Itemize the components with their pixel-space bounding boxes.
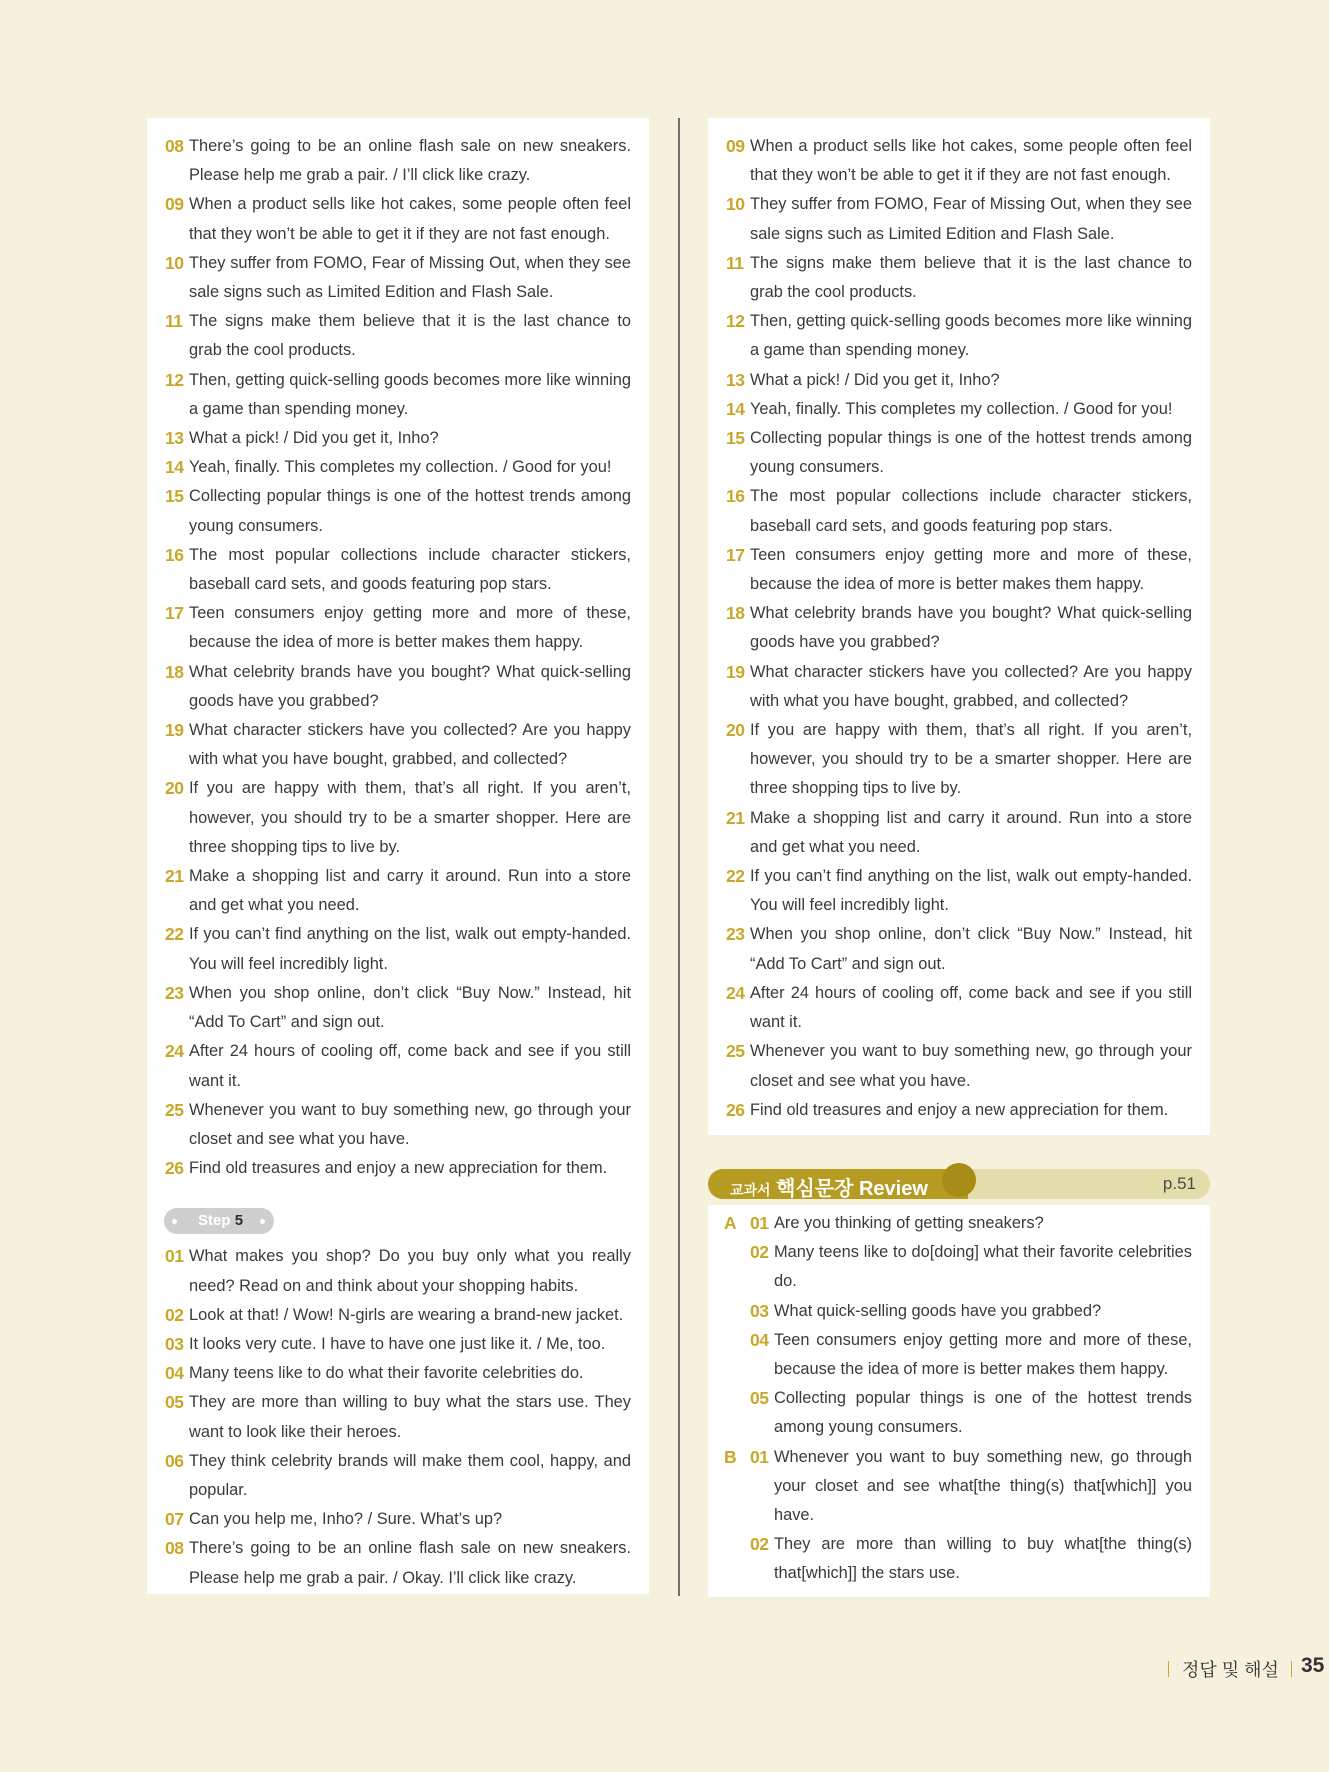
sentence-number: 11: [726, 252, 744, 273]
sentence-item: [726, 599, 1192, 657]
page-number: 35: [1301, 1654, 1325, 1677]
review-panel: [708, 1163, 1210, 1597]
sentence-number: 08: [165, 1538, 184, 1559]
sentence-number: 24: [165, 1041, 184, 1062]
sentence-text: When a product sells like hot cakes, some people often feel that they won’t be able to get it if they are not fast enough.: [750, 137, 1192, 185]
review-header-circle: [942, 1163, 976, 1197]
sentence-text: Find old treasures and enjoy a new appreciation for them.: [189, 1159, 608, 1178]
sentence-item: [726, 541, 1192, 599]
sentence-item: [165, 1242, 631, 1300]
review-item: [724, 1384, 1192, 1442]
sentence-text: Then, getting quick-selling goods becomes more like winning a game than spending money.: [189, 370, 631, 418]
column-divider: [678, 118, 680, 1596]
sentence-text: There’s going to be an online flash sale on new sneakers. Please help me grab a pair. / I’ll click like crazy.: [189, 137, 631, 185]
sentence-number: 17: [165, 603, 184, 624]
sentence-item: [165, 1505, 631, 1534]
sentence-item: [726, 424, 1192, 482]
review-item: [724, 1530, 1192, 1588]
review-item-number: 01: [750, 1213, 769, 1233]
sentence-item: [165, 1154, 631, 1183]
sentence-text: Look at that! / Wow! N-girls are wearing a brand-new jacket.: [189, 1305, 624, 1324]
review-item-text: Whenever you want to buy something new, go through your closet and see what[the thing(s) that[which]] you have.: [774, 1447, 1192, 1525]
sentence-item: [165, 307, 631, 365]
sentence-number: 04: [165, 1363, 184, 1384]
sentence-item: [165, 658, 631, 716]
sentence-text: What makes you shop? Do you buy only what you really need? Read on and think about your shopping habits.: [189, 1247, 631, 1295]
review-item-number: 02: [750, 1242, 769, 1263]
sentence-text: The signs make them believe that it is the last chance to grab the cool products.: [750, 253, 1192, 302]
sentence-number: 01: [165, 1246, 184, 1267]
sentence-item: [165, 1037, 631, 1095]
sentence-number: 19: [165, 720, 184, 741]
sentence-number: 18: [165, 661, 184, 682]
sentence-item: [165, 1330, 631, 1359]
sentence-text: Teen consumers enjoy getting more and more of these, because the idea of more is better makes them happy.: [189, 604, 631, 652]
sentence-number: 08: [165, 136, 184, 156]
sentence-item: [726, 307, 1192, 365]
sentence-number: 10: [165, 252, 184, 273]
sentence-text: There’s going to be an online flash sale on new sneakers. Please help me grab a pair. / Okay. I’ll click like crazy.: [189, 1539, 631, 1587]
sentence-number: 11: [165, 311, 183, 332]
sentence-item: [726, 1096, 1192, 1125]
sentence-item: [726, 716, 1192, 804]
right-column-panel: [708, 118, 1210, 1135]
sentence-number: 18: [726, 603, 745, 624]
right-column-lines: [726, 132, 1192, 1125]
sentence-text: Whenever you want to buy something new, go through your closet and see what you have.: [189, 1100, 631, 1148]
sentence-number: 16: [726, 486, 745, 507]
sentence-number: 10: [726, 194, 745, 215]
step-badge: [164, 1208, 274, 1234]
review-item: [724, 1326, 1192, 1384]
sentence-number: 24: [726, 982, 745, 1003]
sentence-number: 17: [726, 544, 745, 565]
sentence-text: Many teens like to do what their favorite celebrities do.: [189, 1364, 584, 1383]
sentence-text: They are more than willing to buy what the stars use. They want to look like their heroes.: [189, 1393, 631, 1441]
sentence-number: 09: [726, 136, 745, 156]
footer-label: 정답 및 해설: [1182, 1660, 1279, 1680]
review-item-number: 04: [750, 1329, 769, 1350]
sentence-item: [165, 482, 631, 540]
sentence-item: [165, 716, 631, 774]
sentence-text: When you shop online, don’t click “Buy Now.” Instead, hit “Add To Cart” and sign out.: [189, 983, 631, 1032]
sentence-item: [726, 395, 1192, 424]
review-item-text: Teen consumers enjoy getting more and more of these, because the idea of more is better makes them happy.: [774, 1330, 1192, 1379]
sentence-item: [726, 920, 1192, 978]
step-header: [164, 1208, 631, 1235]
review-item-number: 05: [750, 1388, 769, 1409]
sentence-number: 02: [165, 1304, 184, 1325]
review-item-text: Collecting popular things is one of the hottest trends among young consumers.: [774, 1389, 1192, 1437]
sentence-text: After 24 hours of cooling off, come back and see if you still want it.: [750, 983, 1192, 1032]
sentence-number: 05: [165, 1392, 184, 1413]
sentence-number: 13: [726, 369, 745, 390]
sentence-item: [726, 482, 1192, 540]
sentence-item: [726, 862, 1192, 920]
review-item: [724, 1209, 1192, 1238]
review-lines: [724, 1209, 1192, 1589]
sentence-item: [165, 774, 631, 862]
sentence-item: [165, 132, 631, 190]
sentence-item: [726, 804, 1192, 862]
sentence-item: [165, 541, 631, 599]
review-item-text: Many teens like to do[doing] what their favorite celebrities do.: [774, 1243, 1192, 1291]
sentence-item: [726, 366, 1192, 395]
review-page-ref: p.51: [1162, 1174, 1196, 1193]
sentence-item: [165, 366, 631, 424]
sentence-item: [165, 1301, 631, 1330]
sentence-number: 21: [165, 866, 184, 887]
sentence-number: 26: [165, 1158, 184, 1179]
sentence-number: 25: [726, 1041, 745, 1062]
sentence-number: 25: [165, 1099, 184, 1120]
review-title: [730, 1172, 928, 1201]
review-section-letter: A: [724, 1213, 737, 1233]
sentence-text: Find old treasures and enjoy a new appreciation for them.: [750, 1100, 1169, 1119]
sentence-item: [165, 862, 631, 920]
step-label: Step: [198, 1212, 231, 1230]
sentence-text: Whenever you want to buy something new, go through your closet and see what you have.: [750, 1042, 1192, 1090]
sentence-text: What character stickers have you collected? Are you happy with what you have bought, grabbed, and collected?: [750, 662, 1192, 710]
left-column-panel: [147, 118, 649, 1594]
review-item-text: What quick-selling goods have you grabbed?: [774, 1301, 1102, 1320]
sentence-number: 16: [165, 544, 184, 565]
sentence-number: 20: [165, 778, 184, 799]
sentence-text: Make a shopping list and carry it around. Run into a store and get what you need.: [750, 808, 1192, 856]
sentence-item: [726, 190, 1192, 248]
sentence-text: Yeah, finally. This completes my collection. / Good for you!: [189, 458, 612, 477]
sentence-text: What celebrity brands have you bought? What quick-selling goods have you grabbed?: [189, 662, 631, 710]
sentence-number: 19: [726, 661, 745, 682]
sentence-number: 07: [165, 1509, 184, 1530]
sentence-text: Can you help me, Inho? / Sure. What’s up?: [189, 1510, 503, 1529]
sentence-text: What a pick! / Did you get it, Inho?: [189, 429, 439, 448]
left-column-lines: [165, 132, 631, 1593]
sentence-text: They think celebrity brands will make them cool, happy, and popular.: [189, 1451, 631, 1499]
sentence-number: 12: [726, 311, 745, 332]
sentence-number: 21: [726, 807, 745, 828]
sentence-item: [165, 1096, 631, 1154]
sentence-item: [165, 920, 631, 978]
sentence-item: [726, 249, 1192, 307]
sentence-text: The signs make them believe that it is the last chance to grab the cool products.: [189, 312, 631, 360]
sentence-number: 13: [165, 428, 184, 449]
sentence-item: [165, 190, 631, 248]
sentence-item: [165, 424, 631, 453]
sentence-text: When a product sells like hot cakes, some people often feel that they won’t be able to get it if they are not fast enough.: [189, 195, 631, 243]
sentence-number: 09: [165, 194, 184, 215]
review-item: [724, 1297, 1192, 1326]
sentence-number: 20: [726, 720, 745, 741]
sentence-number: 22: [165, 924, 184, 945]
sentence-text: Collecting popular things is one of the hottest trends among young consumers.: [189, 487, 631, 535]
sentence-text: What character stickers have you collected? Are you happy with what you have bought, grabbed, and collected?: [189, 721, 631, 769]
review-item-number: 02: [750, 1534, 769, 1555]
sentence-item: [165, 1359, 631, 1388]
sentence-item: [165, 599, 631, 657]
sentence-text: It looks very cute. I have to have one just like it. / Me, too.: [189, 1334, 606, 1353]
sentence-text: If you can’t find anything on the list, walk out empty-handed. You will feel incredibly light.: [189, 925, 631, 973]
sentence-item: [165, 1447, 631, 1505]
review-item: [724, 1443, 1192, 1531]
sentence-number: 23: [165, 982, 184, 1003]
sentence-text: If you are happy with them, that’s all right. If you aren’t, however, you should try to be a smarter shopper. Here are three shopping tips to live by.: [750, 721, 1192, 798]
sentence-text: If you can’t find anything on the list, walk out empty-handed. You will feel incredibly light.: [750, 867, 1192, 915]
sentence-number: 15: [165, 486, 184, 507]
sentence-number: 14: [165, 457, 184, 478]
sentence-item: [165, 1534, 631, 1592]
review-item-number: 03: [750, 1300, 769, 1321]
sentence-text: What a pick! / Did you get it, Inho?: [750, 370, 1000, 389]
sentence-number: 15: [726, 428, 745, 449]
sentence-number: 12: [165, 369, 184, 390]
sentence-text: Collecting popular things is one of the hottest trends among young consumers.: [750, 429, 1192, 477]
sentence-text: Teen consumers enjoy getting more and more of these, because the idea of more is better makes them happy.: [750, 545, 1192, 594]
sentence-item: [726, 979, 1192, 1037]
sentence-text: What celebrity brands have you bought? What quick-selling goods have you grabbed?: [750, 604, 1192, 652]
sentence-text: The most popular collections include character stickers, baseball card sets, and goods featuring pop stars.: [750, 487, 1192, 535]
sentence-text: Then, getting quick-selling goods becomes more like winning a game than spending money.: [750, 312, 1192, 360]
review-section-letter: B: [724, 1446, 737, 1467]
review-item: [724, 1238, 1192, 1296]
sentence-item: [165, 249, 631, 307]
sentence-number: 06: [165, 1450, 184, 1471]
sentence-item: [726, 658, 1192, 716]
review-item-text: They are more than willing to buy what[the thing(s) that[which]] the stars use.: [774, 1535, 1192, 1583]
sentence-text: They suffer from FOMO, Fear of Missing Out, when they see sale signs such as Limited Edition and Flash Sale.: [189, 253, 631, 302]
sentence-number: 23: [726, 924, 745, 945]
sentence-text: When you shop online, don’t click “Buy Now.” Instead, hit “Add To Cart” and sign out.: [750, 925, 1192, 973]
sentence-number: 26: [726, 1099, 745, 1120]
sentence-item: [726, 1037, 1192, 1095]
review-title-korean: 핵심문장: [776, 1178, 854, 1200]
sentence-item: [726, 132, 1192, 190]
page-footer: [929, 1652, 1329, 1682]
review-item-number: 01: [750, 1446, 769, 1467]
review-item-text: Are you thinking of getting sneakers?: [774, 1214, 1044, 1232]
sentence-number: 14: [726, 398, 745, 419]
sentence-number: 03: [165, 1333, 184, 1354]
sentence-item: [165, 453, 631, 482]
sentence-text: If you are happy with them, that’s all right. If you aren’t, however, you should try to be a smarter shopper. Here are three shopping tips to live by.: [189, 779, 631, 856]
sentence-text: They suffer from FOMO, Fear of Missing Out, when they see sale signs such as Limited Edition and Flash Sale.: [750, 195, 1192, 243]
sentence-text: The most popular collections include character stickers, baseball card sets, and goods featuring pop stars.: [189, 545, 631, 594]
sentence-text: Yeah, finally. This completes my collection. / Good for you!: [750, 399, 1173, 418]
sentence-item: [165, 979, 631, 1037]
sentence-number: 22: [726, 866, 745, 887]
sentence-text: After 24 hours of cooling off, come back and see if you still want it.: [189, 1042, 631, 1090]
sentence-item: [165, 1388, 631, 1446]
sentence-text: Make a shopping list and carry it around. Run into a store and get what you need.: [189, 867, 631, 915]
review-title-prefix: 교과서: [730, 1182, 771, 1198]
step-number: 5: [234, 1212, 244, 1230]
review-title-english: Review: [858, 1178, 928, 1200]
